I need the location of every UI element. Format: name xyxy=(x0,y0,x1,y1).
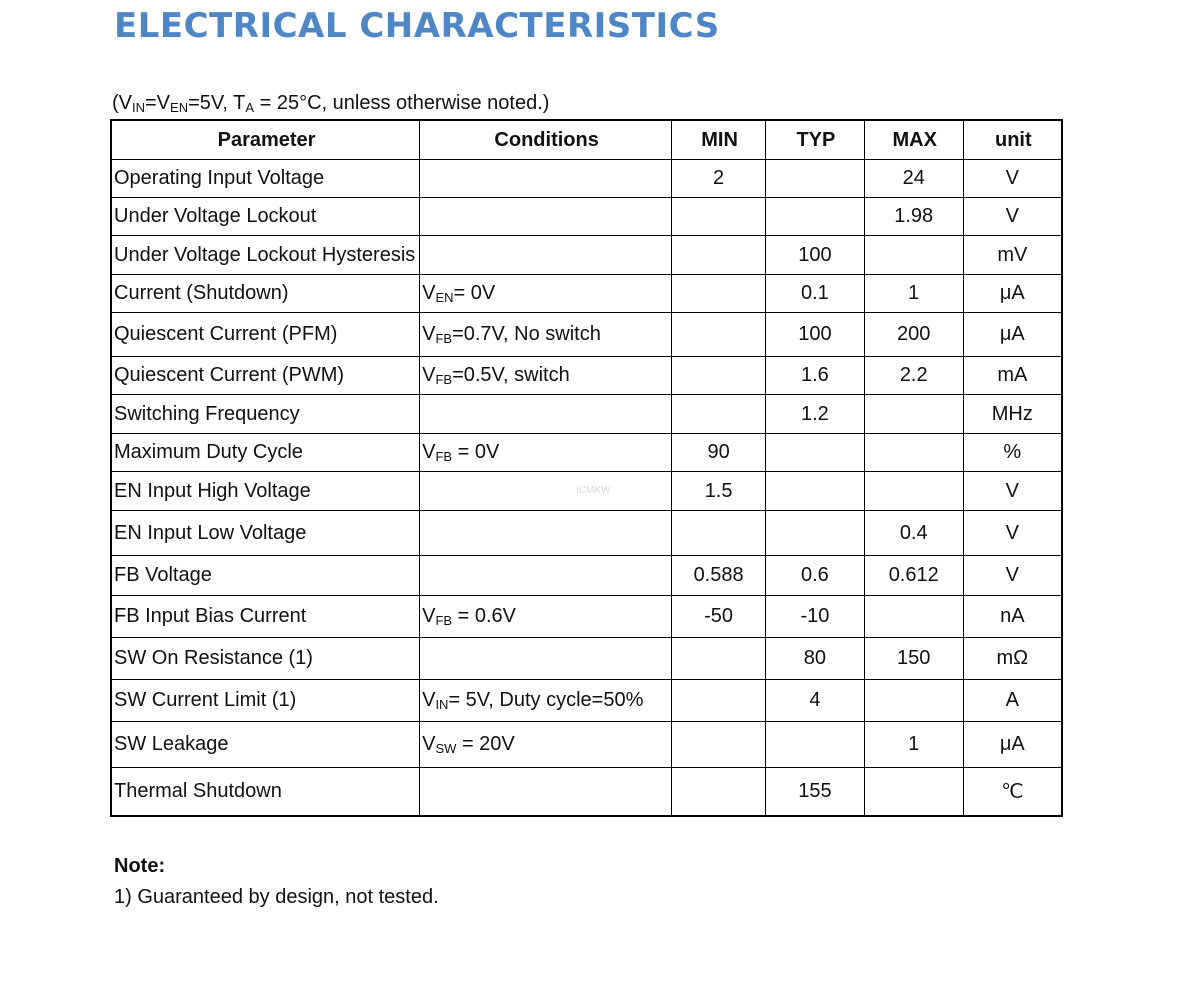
header-typ: TYP xyxy=(765,120,864,160)
cell-max: 1.98 xyxy=(864,198,963,236)
cell-typ: 4 xyxy=(765,680,864,722)
condition-subscript: FB xyxy=(435,331,453,346)
cell-unit: nA xyxy=(963,596,1062,638)
cell-min xyxy=(672,275,766,313)
table-row xyxy=(111,511,1062,556)
cell-typ: 80 xyxy=(765,638,864,680)
cell-unit: V xyxy=(963,472,1062,511)
cell-parameter: Thermal Shutdown xyxy=(111,768,420,816)
cell-conditions xyxy=(420,722,672,768)
cell-parameter: SW On Resistance (1) xyxy=(111,638,420,680)
cell-unit: μA xyxy=(963,313,1062,357)
cell-parameter: Under Voltage Lockout xyxy=(111,198,420,236)
condition-subscript: FB xyxy=(435,449,453,464)
header-min: MIN xyxy=(672,120,766,160)
table-row xyxy=(111,722,1062,768)
cell-unit: V xyxy=(963,198,1062,236)
table-row xyxy=(111,160,1062,198)
cell-parameter: Quiescent Current (PWM) xyxy=(111,357,420,395)
table-row xyxy=(111,680,1062,722)
cell-conditions xyxy=(420,511,672,556)
cell-max xyxy=(864,472,963,511)
cell-min xyxy=(672,511,766,556)
condition-suffix: = 20V xyxy=(456,733,515,755)
cell-parameter: Switching Frequency xyxy=(111,395,420,434)
cell-typ: 0.6 xyxy=(765,556,864,596)
cell-min: -50 xyxy=(672,596,766,638)
cell-max: 2.2 xyxy=(864,357,963,395)
cell-conditions xyxy=(420,160,672,198)
cell-typ: -10 xyxy=(765,596,864,638)
table-header-row xyxy=(111,120,1062,160)
cell-conditions xyxy=(420,434,672,472)
condition-subscript: FB xyxy=(435,372,453,387)
table-row xyxy=(111,556,1062,596)
cell-unit: mA xyxy=(963,357,1062,395)
cell-max: 24 xyxy=(864,160,963,198)
cell-typ xyxy=(765,511,864,556)
cell-parameter: Current (Shutdown) xyxy=(111,275,420,313)
conditions-text: =V xyxy=(145,92,171,114)
cell-conditions xyxy=(420,198,672,236)
cell-conditions xyxy=(420,472,672,511)
cell-parameter: FB Input Bias Current xyxy=(111,596,420,638)
cell-max: 150 xyxy=(864,638,963,680)
condition-suffix: = 0V xyxy=(452,441,500,463)
conditions-text: =5V, T xyxy=(188,92,246,114)
cell-typ xyxy=(765,472,864,511)
cell-max: 1 xyxy=(864,275,963,313)
cell-max: 0.4 xyxy=(864,511,963,556)
cell-max xyxy=(864,236,963,275)
note-text: 1) Guaranteed by design, not tested. xyxy=(114,886,439,908)
cell-max xyxy=(864,596,963,638)
cell-unit: μA xyxy=(963,275,1062,313)
cell-parameter: Quiescent Current (PFM) xyxy=(111,313,420,357)
table-row xyxy=(111,357,1062,395)
cell-max xyxy=(864,768,963,816)
condition-prefix: V xyxy=(422,282,436,304)
table-row xyxy=(111,768,1062,816)
conditions-subscript: EN xyxy=(170,100,189,115)
cell-unit: V xyxy=(963,556,1062,596)
table-row xyxy=(111,596,1062,638)
cell-unit: mΩ xyxy=(963,638,1062,680)
cell-min: 0.588 xyxy=(672,556,766,596)
cell-max: 200 xyxy=(864,313,963,357)
condition-subscript: SW xyxy=(435,741,457,756)
condition-prefix: V xyxy=(422,733,436,755)
cell-min xyxy=(672,768,766,816)
condition-prefix: V xyxy=(422,323,436,345)
cell-max xyxy=(864,434,963,472)
condition-prefix: V xyxy=(422,441,436,463)
cell-typ: 0.1 xyxy=(765,275,864,313)
cell-max xyxy=(864,395,963,434)
cell-conditions xyxy=(420,556,672,596)
header-conditions: Conditions xyxy=(420,120,672,160)
table-row xyxy=(111,395,1062,434)
cell-min xyxy=(672,198,766,236)
condition-subscript: EN xyxy=(435,290,454,305)
cell-parameter: Operating Input Voltage xyxy=(111,160,420,198)
cell-parameter: EN Input High Voltage xyxy=(111,472,420,511)
condition-suffix: =0.5V, switch xyxy=(452,364,570,386)
cell-min: 90 xyxy=(672,434,766,472)
electrical-characteristics-table xyxy=(110,119,1063,817)
condition-prefix: V xyxy=(422,605,436,627)
cell-unit: mV xyxy=(963,236,1062,275)
cell-unit: V xyxy=(963,160,1062,198)
cell-unit: MHz xyxy=(963,395,1062,434)
cell-unit: ℃ xyxy=(963,768,1062,816)
cell-typ: 100 xyxy=(765,236,864,275)
table-row xyxy=(111,198,1062,236)
cell-parameter: SW Leakage xyxy=(111,722,420,768)
cell-typ xyxy=(765,434,864,472)
cell-conditions xyxy=(420,596,672,638)
cell-min xyxy=(672,722,766,768)
cell-max: 0.612 xyxy=(864,556,963,596)
cell-parameter: Under Voltage Lockout Hysteresis xyxy=(111,236,420,275)
cell-typ: 1.2 xyxy=(765,395,864,434)
cell-conditions xyxy=(420,680,672,722)
cell-typ xyxy=(765,160,864,198)
cell-parameter: FB Voltage xyxy=(111,556,420,596)
condition-suffix: =0.7V, No switch xyxy=(452,323,601,345)
header-max: MAX xyxy=(864,120,963,160)
cell-typ: 1.6 xyxy=(765,357,864,395)
condition-subscript: IN xyxy=(435,697,449,712)
cell-min xyxy=(672,395,766,434)
cell-conditions xyxy=(420,236,672,275)
cell-typ: 100 xyxy=(765,313,864,357)
conditions-subscript: A xyxy=(245,100,255,115)
cell-conditions xyxy=(420,275,672,313)
cell-conditions xyxy=(420,357,672,395)
cell-typ: 155 xyxy=(765,768,864,816)
cell-min xyxy=(672,638,766,680)
conditions-subscript: IN xyxy=(132,100,145,115)
condition-suffix: = 0V xyxy=(453,282,496,304)
cell-typ xyxy=(765,198,864,236)
condition-subscript: FB xyxy=(435,613,453,628)
table-row xyxy=(111,638,1062,680)
cell-min xyxy=(672,680,766,722)
table-row xyxy=(111,275,1062,313)
cell-conditions xyxy=(420,395,672,434)
cell-min xyxy=(672,236,766,275)
cell-max: 1 xyxy=(864,722,963,768)
cell-parameter: SW Current Limit (1) xyxy=(111,680,420,722)
test-conditions-note xyxy=(112,92,549,115)
cell-typ xyxy=(765,722,864,768)
cell-min xyxy=(672,357,766,395)
cell-max xyxy=(864,680,963,722)
header-unit: unit xyxy=(963,120,1062,160)
table-row xyxy=(111,434,1062,472)
header-parameter: Parameter xyxy=(111,120,420,160)
cell-unit: V xyxy=(963,511,1062,556)
cell-conditions xyxy=(420,313,672,357)
cell-conditions xyxy=(420,768,672,816)
cell-unit: μA xyxy=(963,722,1062,768)
page-title: ELECTRICAL CHARACTERISTICS xyxy=(114,6,720,46)
condition-suffix: = 0.6V xyxy=(452,605,516,627)
note-title: Note: xyxy=(114,855,166,877)
cell-min: 2 xyxy=(672,160,766,198)
condition-prefix: V xyxy=(422,689,436,711)
conditions-text: (V xyxy=(112,92,132,114)
condition-prefix: V xyxy=(422,364,436,386)
table-row xyxy=(111,313,1062,357)
watermark: ICMKW xyxy=(576,485,611,496)
cell-parameter: Maximum Duty Cycle xyxy=(111,434,420,472)
table-row xyxy=(111,236,1062,275)
cell-min xyxy=(672,313,766,357)
condition-suffix: = 5V, Duty cycle=50% xyxy=(448,689,644,711)
cell-min: 1.5 xyxy=(672,472,766,511)
cell-unit: % xyxy=(963,434,1062,472)
cell-parameter: EN Input Low Voltage xyxy=(111,511,420,556)
cell-conditions xyxy=(420,638,672,680)
conditions-text: = 25°C, unless otherwise noted.) xyxy=(254,92,550,114)
cell-unit: A xyxy=(963,680,1062,722)
